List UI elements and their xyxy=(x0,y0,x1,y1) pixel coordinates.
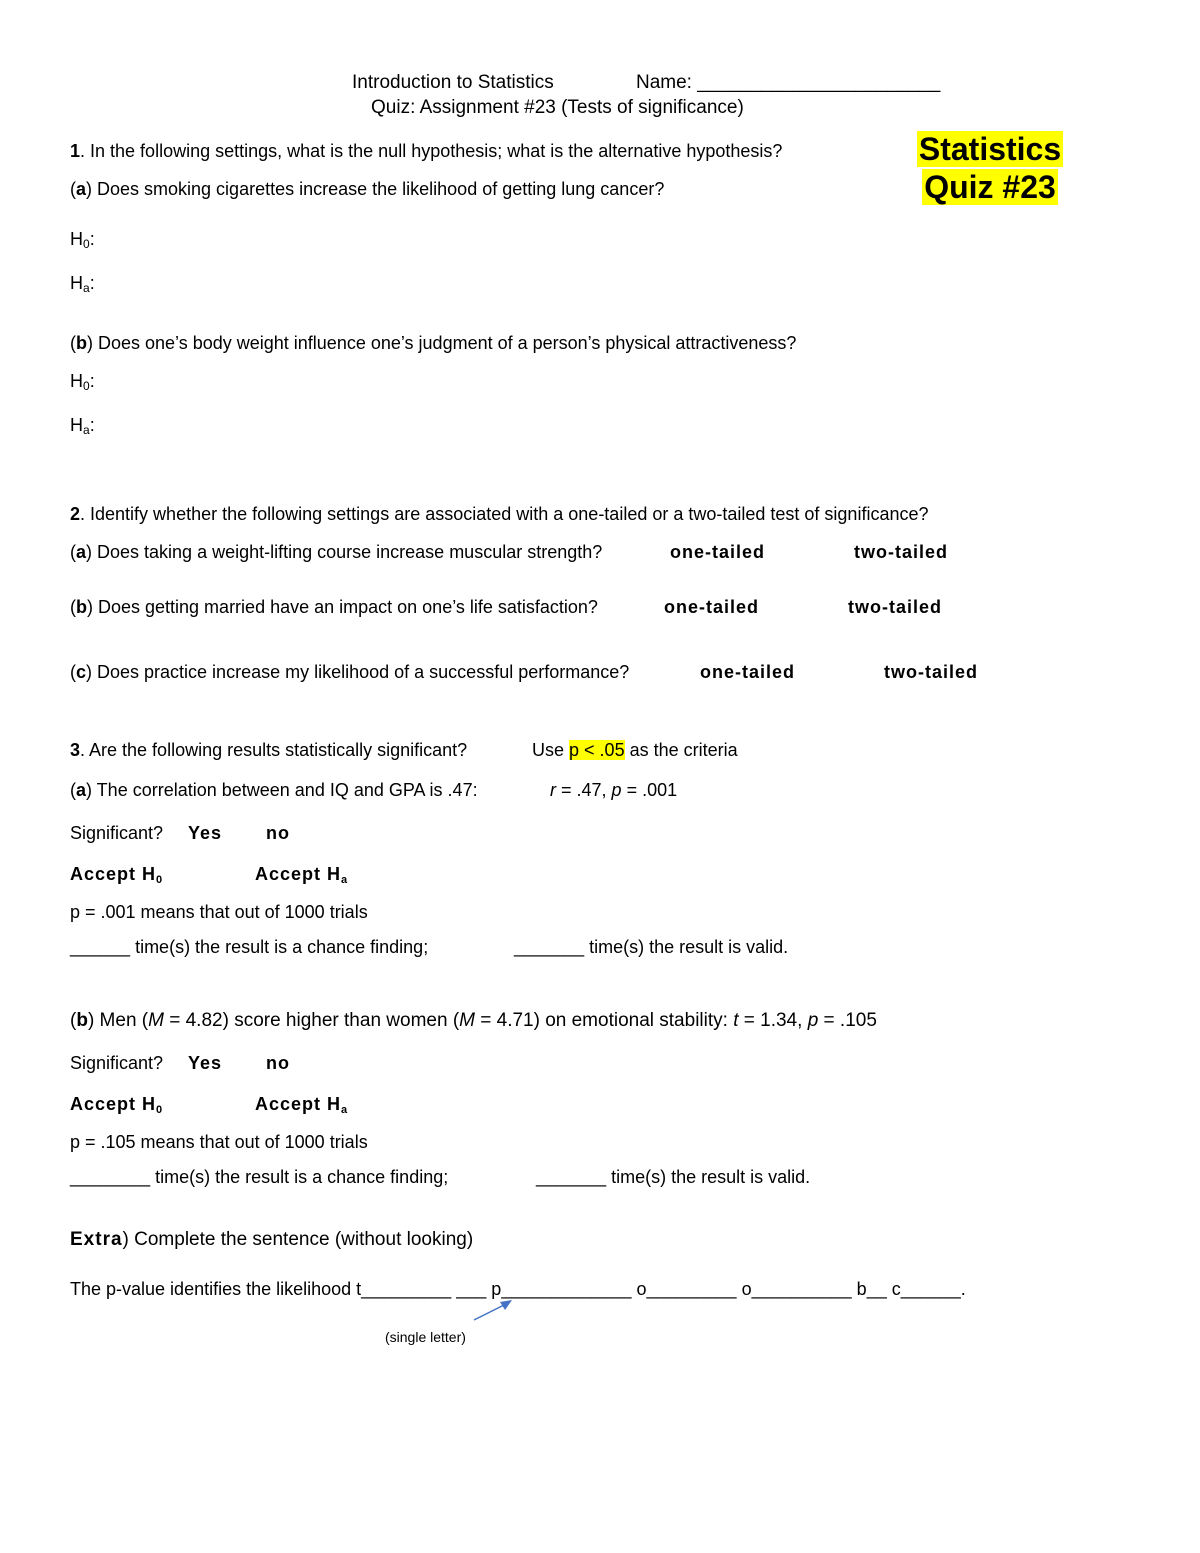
question-3a: (a) The correlation between and IQ and GPA is .47: xyxy=(70,780,478,800)
p-means-3a: p = .001 means that out of 1000 trials xyxy=(70,902,368,922)
item-text: ) Does smoking cigarettes increase the likelihood of getting lung cancer? xyxy=(86,179,665,199)
valid-blank-3a[interactable]: _______ time(s) the result is valid. xyxy=(514,937,789,957)
quiz-subtitle: Quiz: Assignment #23 (Tests of significance) xyxy=(371,97,744,118)
name-field: Name: _______________________ xyxy=(636,72,941,93)
chance-blank-3a[interactable]: ______ time(s) the result is a chance finding; xyxy=(70,937,429,957)
option-yes-3b[interactable]: Yes xyxy=(188,1053,223,1073)
question-text: . Identify whether the following settings are associated with a one-tailed or a two-tailed test of significance? xyxy=(80,504,929,524)
option-two-tailed-2c[interactable]: two-tailed xyxy=(884,662,978,682)
course-title: Introduction to Statistics xyxy=(352,72,554,93)
significant-prompt-3b: Significant? xyxy=(70,1053,164,1073)
question-text: . In the following settings, what is the null hypothesis; what is the alternative hypothesis? xyxy=(80,141,783,161)
item-text: ) Does one’s body weight influence one’s judgment of a person’s physical attractiveness? xyxy=(87,333,797,353)
question-text: . Are the following results statistically significant? xyxy=(80,740,468,760)
question-number: 3 xyxy=(70,740,81,760)
criteria-note: Use p < .05 as the criteria xyxy=(532,740,738,760)
option-two-tailed-2a[interactable]: two-tailed xyxy=(854,542,948,562)
question-1b: (b) Does one’s body weight influence one’s judgment of a person’s physical attractiveness? xyxy=(70,333,797,353)
single-letter-note: (single letter) xyxy=(385,1329,466,1345)
question-number: 1 xyxy=(70,141,81,161)
option-accept-ha-3a[interactable]: Accept Ha xyxy=(255,864,349,886)
alt-hypothesis-1b: $H_a$: xyxy=(70,415,95,437)
question-2a: (a) Does taking a weight-lifting course increase muscular strength? xyxy=(70,542,603,562)
option-accept-ha-3b[interactable]: Accept Ha xyxy=(255,1094,349,1116)
significant-prompt-3a: Significant? xyxy=(70,823,164,843)
option-one-tailed-2a[interactable]: one-tailed xyxy=(670,542,766,562)
criterion-highlight: p < .05 xyxy=(569,740,625,760)
question-number: 2 xyxy=(70,504,81,524)
option-yes-3a[interactable]: Yes xyxy=(188,823,223,843)
p-means-3b: p = .105 means that out of 1000 trials xyxy=(70,1132,368,1152)
question-2c: (c) Does practice increase my likelihood of a successful performance? xyxy=(70,662,630,682)
question-3a-stats: r = .47, p = .001 xyxy=(550,780,678,800)
option-no-3a[interactable]: no xyxy=(266,823,290,843)
extra-prompt: Extra) Complete the sentence (without looking) xyxy=(70,1229,474,1250)
option-two-tailed-2b[interactable]: two-tailed xyxy=(848,597,942,617)
quiz-badge xyxy=(900,130,1080,206)
pointer-arrow-icon xyxy=(470,1296,520,1326)
chance-blank-3b[interactable]: ________ time(s) the result is a chance finding; xyxy=(70,1167,449,1187)
question-2-prompt xyxy=(70,504,929,525)
valid-blank-3b[interactable]: _______ time(s) the result is valid. xyxy=(536,1167,811,1187)
option-one-tailed-2b[interactable]: one-tailed xyxy=(664,597,760,617)
question-1a: (a) Does smoking cigarettes increase the likelihood of getting lung cancer? xyxy=(70,179,665,199)
option-accept-h0-3a[interactable]: Accept H0 xyxy=(70,864,164,886)
null-hypothesis-1b: $H_0$: xyxy=(70,371,95,393)
question-2b: (b) Does getting married have an impact on one’s life satisfaction? xyxy=(70,597,598,617)
question-1-prompt xyxy=(70,141,782,162)
null-hypothesis-1a: $H_0$: xyxy=(70,229,95,251)
badge-line-2: Quiz #23 xyxy=(924,169,1056,205)
option-one-tailed-2c[interactable]: one-tailed xyxy=(700,662,796,682)
alt-hypothesis-1a: $H_a$: xyxy=(70,273,95,295)
extra-sentence-blanks[interactable]: The p-value identifies the likelihood t_________ ___ p_____________ o_________ o__________ b__ c______. xyxy=(70,1279,966,1299)
item-letter: b xyxy=(76,333,87,353)
extra-label: Extra xyxy=(70,1229,123,1250)
question-3-prompt xyxy=(70,740,467,761)
badge-line-1: Statistics xyxy=(918,131,1062,167)
option-accept-h0-3b[interactable]: Accept H0 xyxy=(70,1094,164,1116)
option-no-3b[interactable]: no xyxy=(266,1053,290,1073)
question-3b: (b) Men (M = 4.82) score higher than women (M = 4.71) on emotional stability: t = 1.34, p = .105 xyxy=(70,1010,877,1031)
item-letter: a xyxy=(76,179,87,199)
